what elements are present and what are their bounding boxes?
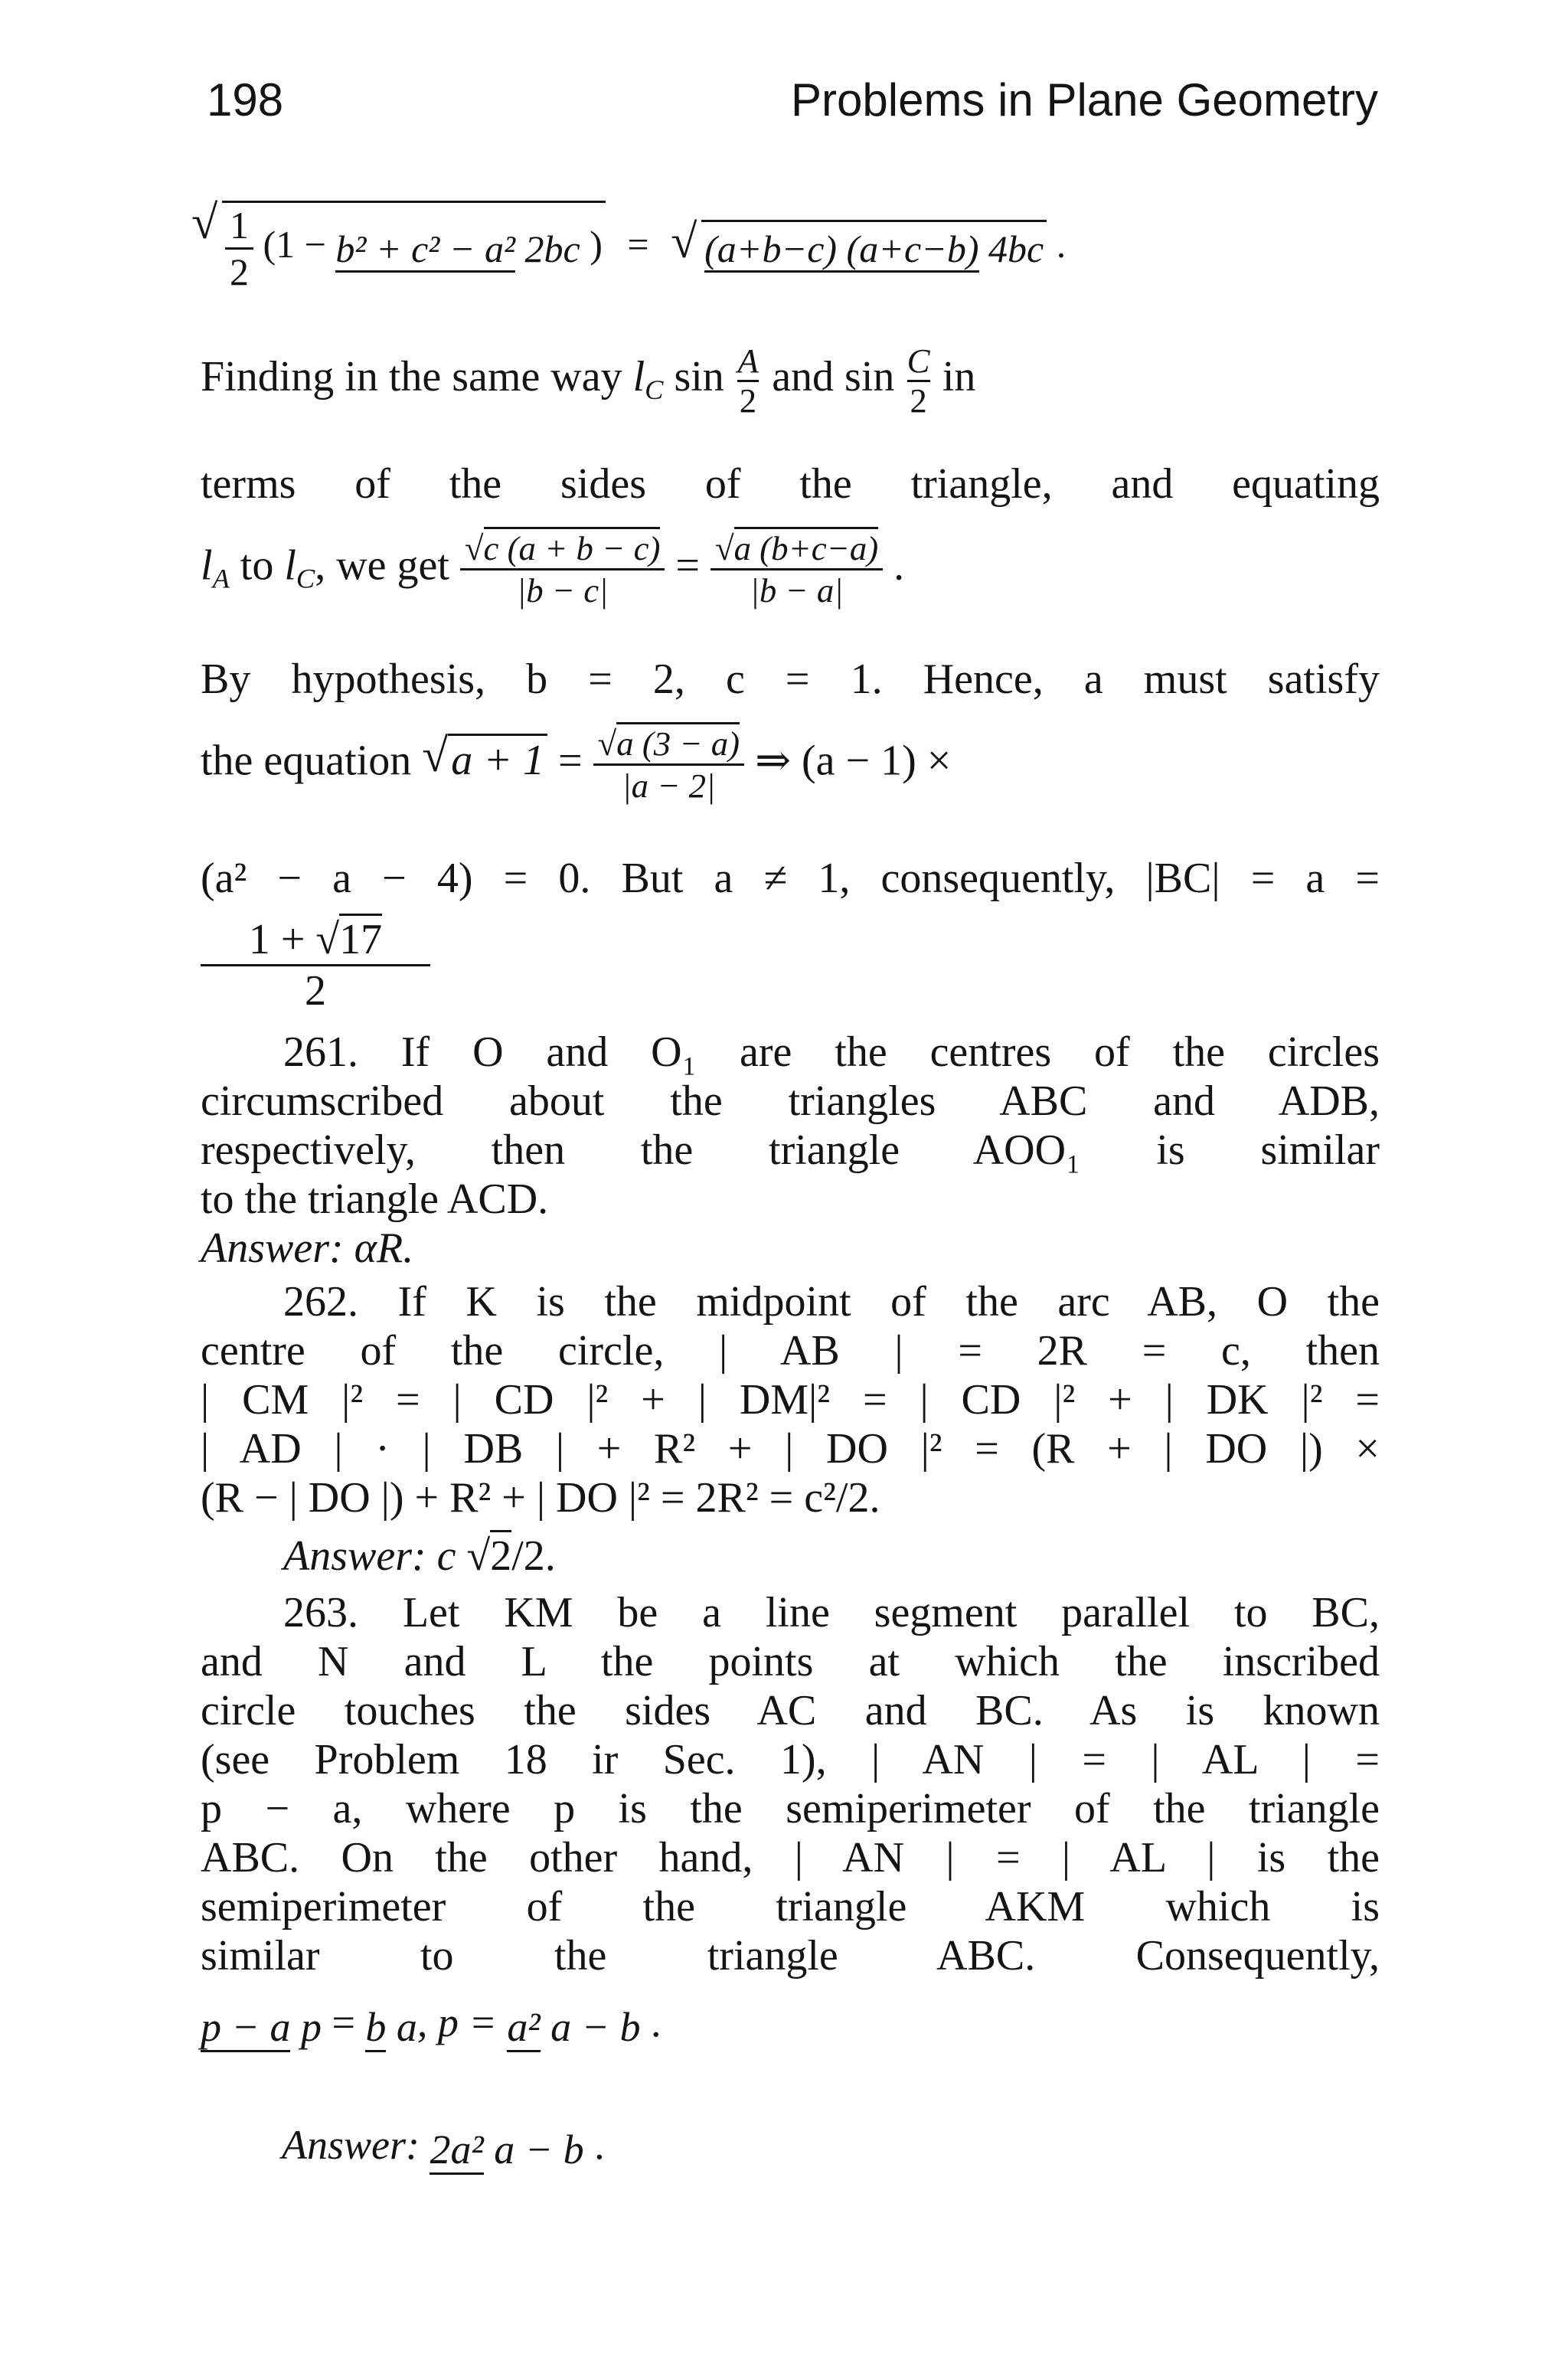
fraction-ratio-a: $\frac{√a (b+c-a)}{|b - a|}$ xyxy=(710,528,883,610)
top-equation: √ $\frac{1}{2}$ (1 − b² + c² − a² 2bc ) = √ (a+b−c) (a+c−b) 4bc . xyxy=(191,195,1067,293)
problem-263: 263. Let KM be a line segment parallel to BC, and N and L the points at which the inscribed circle touches the sides AC and BC. As is known (see Problem 18 ir Sec. 1), | AN | = | AL | = p − a, where p is the semiperimeter of the triangle ABC. On the other hand, | AN | = | AL | is the semiperimeter of the triangle AKM which is similar to the triangle ABC. Consequently, xyxy=(201,1589,1380,1980)
p1-line-6: (a² − a − 4) = 0. But a ≠ 1, consequently, |BC| = a = xyxy=(201,855,1380,902)
fraction-c-half: $\frac{C}{2}$ xyxy=(906,342,930,420)
p263-equation: p − a p = b a, p = a² a − b . xyxy=(201,1999,662,2051)
problem-261: 261. If O and O₁ are the centres of the circles circumscribed about the triangles ABC and ADB, respectively, then the triangle AOO₁ is similar xyxy=(201,1028,1380,1174)
fraction-a-half: $\frac{A}{2}$ xyxy=(737,342,759,420)
fraction-a3-a: $\frac{√a (3 - a)}{|a - 2|}$ xyxy=(593,724,744,806)
problem-262: 262. If K is the midpoint of the arc AB, O the centre of the circle, | AB | = 2R = c, then | CM |² = | CD |² + | DM|² = | CD |² + | DK |² = | AD | · | DB | + R² + | DO |² = (R + | DO |) × xyxy=(201,1278,1380,1473)
answer-261: Answer: αR. xyxy=(201,1224,414,1272)
fraction-p-minus-a-over-p: p − a p xyxy=(201,2003,322,2051)
running-title: Problems in Plane Geometry xyxy=(791,74,1378,126)
radical-sign-icon: √ xyxy=(671,214,697,268)
fraction-answer-263: 2a² a − b xyxy=(430,2126,583,2173)
radical-sign-icon: √ xyxy=(422,730,449,783)
page-header xyxy=(207,74,1378,142)
p1-line-3: $l_A$ to $l_C$, we get $\frac{√c (a + b - c)}{|b - c|}$ = $\frac{√a (b+c-a)}{|b - a|}$ . xyxy=(201,528,904,610)
answer-260-fraction: $\frac{1 + √17}{2}$ xyxy=(201,915,430,1015)
p1-line-1: Finding in the same way $l_C$ $\sin \frac{A}{2}$ and $\sin \frac{C}{2}$ in xyxy=(201,342,976,420)
radical-a-plus-1: √ a + 1 xyxy=(422,734,547,785)
fraction-ratio-c: $\frac{√c (a + b - c)}{|b - c|}$ xyxy=(460,528,665,610)
fraction-b-over-a: b a xyxy=(365,2003,417,2051)
fraction-rhs: (a+b−c) (a+c−b) 4bc xyxy=(704,227,1044,271)
p1-line-2: terms of the sides of the triangle, and equating xyxy=(201,460,1380,508)
fraction-half: $\frac{1}{2}$ xyxy=(225,203,253,294)
lhs-radical: √ $\frac{1}{2}$ (1 − b² + c² − a² 2bc ) xyxy=(191,201,606,294)
radical-sign-icon: √ xyxy=(191,195,218,249)
answer-263: Answer: 2a² a − b . xyxy=(282,2121,605,2173)
problem-261-last: to the triangle ACD. xyxy=(201,1175,549,1223)
p1-line-5: the equation √ a + 1 = $\frac{√a (3 - a)}{|a - 2|}$ ⇒ (a − 1) × xyxy=(201,724,951,806)
page-number: 198 xyxy=(207,74,284,126)
p1-line-4: By hypothesis, b = 2, c = 1. Hence, a must satisfy xyxy=(201,655,1380,703)
answer-262: Answer: c √2/2. xyxy=(283,1532,972,1581)
fraction-a2-over-a-minus-b: a² a − b xyxy=(507,2003,640,2051)
rhs-radical xyxy=(671,214,1047,271)
fraction-cosine-law: b² + c² − a² 2bc xyxy=(335,227,580,271)
problem-262-last: (R − | DO |) + R² + | DO |² = 2R² = c²/2. xyxy=(201,1474,880,1522)
